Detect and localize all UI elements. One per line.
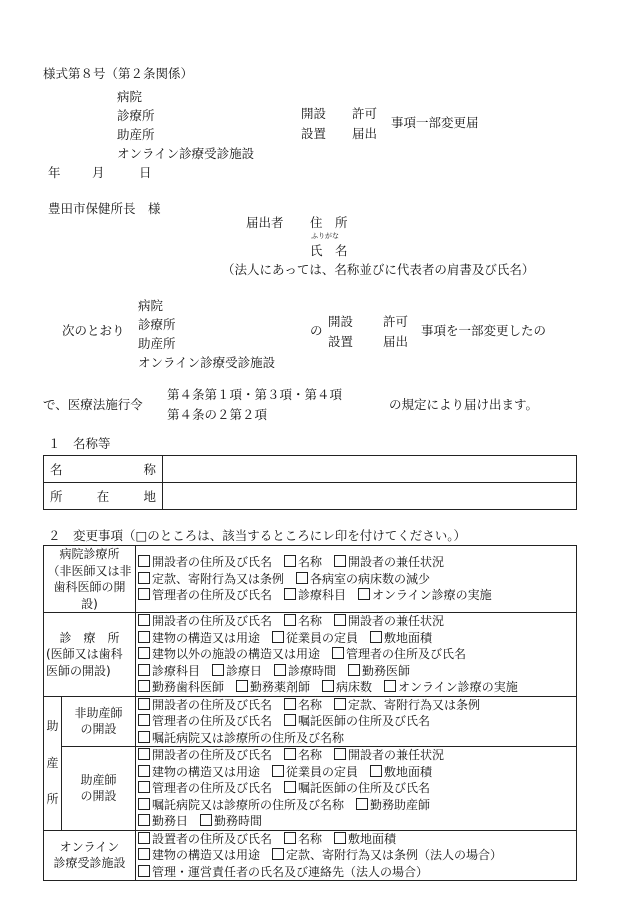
option-label: 建物の構造又は用途 [152,764,261,779]
form-number: 様式第８号（第２条関係） [43,66,194,81]
option-label: 嘱託医師の住所及び氏名 [298,714,431,728]
checkbox[interactable] [138,781,150,793]
table-row [44,830,577,881]
facility-type: オンライン診療受診施設 [138,355,276,370]
option-label: 嘱託病院又は診療所の住所及び名称 [152,797,345,812]
notifier-note: （法人にあっては、名称並びに代表者の肩書及び氏名） [222,262,535,277]
option-label: 開設者の兼任状況 [348,748,445,762]
subcategory-line: の開設 [80,722,117,737]
option-label: 名称 [298,555,323,570]
checkbox[interactable] [236,680,248,692]
checkbox[interactable] [138,588,150,600]
option-label: 設置者の住所及び氏名 [152,831,273,846]
checkbox[interactable] [138,814,150,826]
category-online-facility [44,830,136,881]
option-label: 勤務医師 [362,663,411,678]
checkbox[interactable] [334,614,346,626]
date-day: 日 [139,165,152,180]
facility-type: 病院 [117,89,143,104]
checkbox[interactable] [322,680,334,692]
section1-title: １ 名称等 [48,436,111,451]
category-char: 助 [46,719,59,734]
option-label: 開設者の住所及び氏名 [152,614,273,628]
checkbox[interactable] [332,647,344,659]
category-hospital-clinic-nonphysician [44,546,136,613]
table-row [44,613,577,697]
label-char: 称 [143,462,156,477]
option-label: 管理者の住所及び氏名 [152,714,273,728]
option-label: 名称 [298,614,323,628]
option-label: 病床数 [336,680,373,694]
checkbox[interactable] [370,631,382,643]
category-char: 産 [46,755,59,770]
option-label: 名称 [298,697,323,712]
facility-type: 診療所 [117,108,155,123]
option-label: 定款、寄附行為又は条例（法人の場合） [286,848,503,862]
checkbox[interactable] [138,765,150,777]
subcategory-midwife [62,747,136,831]
body-action-pair-1 [328,312,353,352]
table-row [44,483,577,510]
address-label: 住 所 [310,215,348,230]
option-label: 開設者の住所及び氏名 [152,555,273,570]
option-label: 定款、寄附行為又は条例 [152,571,285,586]
option-label: 建物以外の施設の構造又は用途 [152,647,321,661]
name-table [43,455,577,510]
option-label: 建物の構造又は用途 [152,848,261,862]
option-label: 診療科目 [298,588,347,603]
change-items-table [43,545,577,881]
checkbox[interactable] [138,631,150,643]
option-label: 診療時間 [288,663,337,678]
checkbox[interactable] [138,798,150,810]
option-label: オンライン診療の実施 [372,588,492,603]
body-prefix: 次のとおり [62,323,125,338]
checkbox[interactable] [284,614,296,626]
checkbox[interactable] [274,664,286,676]
category-clinic-physician [44,613,136,697]
addressee: 豊田市保健所長 様 [48,201,161,216]
checkbox[interactable] [138,865,150,877]
option-label: 名称 [298,748,323,762]
action-open: 開設 [328,314,354,329]
checkbox[interactable] [138,848,150,860]
subcategory-non-midwife [62,696,136,747]
checkbox[interactable] [284,555,296,567]
subcategory-line: 非助産師 [74,705,123,720]
category-line: 診 療 所 [59,630,120,645]
location-field[interactable] [163,483,577,510]
body-particle: の [310,323,323,338]
checkbox[interactable] [138,731,150,743]
option-list [136,613,577,697]
checkbox[interactable] [284,781,296,793]
notifier-label: 届出者 [246,215,284,230]
checkbox[interactable] [138,748,150,760]
checkbox[interactable] [284,588,296,600]
action-open: 開設 [301,106,327,121]
option-label: 管理者の住所及び氏名 [152,588,273,603]
category-line: （非医師又は非 [47,563,132,578]
table-row [44,747,577,831]
checkbox[interactable] [370,765,382,777]
option-label: 開設者の住所及び氏名 [152,748,273,762]
option-label: 勤務時間 [214,814,263,828]
body-line2-suffix: の規定により届け出ます。 [389,397,539,412]
subcategory-line: 助産師 [80,772,117,787]
date-year: 年 [48,165,61,180]
label-char: 在 [96,489,110,504]
facility-name-field[interactable] [163,456,577,483]
checkbox[interactable] [272,765,284,777]
option-list [136,830,577,881]
article-ref: 第４条の２第２項 [167,407,268,422]
option-label: 嘱託病院又は診療所の住所及び名称 [152,730,345,745]
checkbox[interactable] [356,798,368,810]
action-permit: 許可 [383,314,409,329]
checkbox[interactable] [138,664,150,676]
action-establish: 設置 [328,334,354,349]
checkbox[interactable] [334,698,346,710]
option-list [136,546,577,613]
option-list [136,696,577,747]
name-label: 氏 名 [310,243,348,258]
option-label: 管理・運営責任者の氏名及び連絡先（法人の場合） [152,864,429,879]
facility-type: 診療所 [138,317,176,332]
category-line: オンライン [59,839,120,854]
checkbox[interactable] [334,748,346,760]
category-line: 診療受診施設 [53,856,126,871]
section2-title: ２ 変更事項（□のところは、該当するところにレ印を付けてください。） [48,528,467,543]
checkbox[interactable] [138,714,150,726]
checkbox[interactable] [384,680,396,692]
label-char: 地 [143,489,156,504]
date-month: 月 [92,165,105,180]
option-label: 開設者の住所及び氏名 [152,697,273,712]
checkbox[interactable] [138,680,150,692]
label-char: 名 [50,462,63,477]
checkbox[interactable] [284,714,296,726]
facility-type-list [117,87,254,163]
option-label: 従業員の定員 [286,764,359,779]
checkbox[interactable] [212,664,224,676]
checkbox[interactable] [284,748,296,760]
option-label: 各病室の病床数の減少 [310,571,431,586]
option-label: 開設者の兼任状況 [348,555,445,570]
option-label: 勤務助産師 [370,797,431,812]
option-label: 敷地面積 [384,764,433,779]
category-line: 医師の開設) [46,663,111,678]
option-label: 名称 [298,831,323,846]
checkbox[interactable] [138,555,150,567]
table-row [44,456,577,483]
body-facility-type-list [138,296,275,372]
checkbox[interactable] [138,647,150,659]
option-label: 管理者の住所及び氏名 [152,781,273,795]
checkbox[interactable] [334,832,346,844]
checkbox[interactable] [138,614,150,626]
table-row [44,696,577,747]
checkbox[interactable] [272,848,284,860]
category-line: 歯科医師の開設) [53,580,126,611]
option-label: 従業員の定員 [286,630,359,645]
document-title: 事項一部変更届 [391,115,479,130]
checkbox[interactable] [334,555,346,567]
body-line2-prefix: で、医療法施行令 [43,397,143,412]
option-label: 嘱託医師の住所及び氏名 [298,781,431,795]
article-ref: 第４条第１項・第３項・第４項 [167,387,343,402]
checkbox[interactable] [138,572,150,584]
option-list [136,747,577,831]
facility-type: オンライン診療受診施設 [117,146,255,161]
subcategory-line: の開設 [80,789,117,804]
option-label: 診療科目 [152,663,201,678]
category-line: 病院診療所 [59,547,120,561]
checkbox[interactable] [284,698,296,710]
option-label: 建物の構造又は用途 [152,630,261,645]
furigana-label: ふりがな [311,232,339,240]
name-label-cell [44,456,163,483]
category-line: (医師又は歯科 [46,647,123,661]
checkbox[interactable] [138,832,150,844]
option-label: 診療日 [226,663,263,678]
category-midwife-home [44,696,62,830]
action-pair-2 [352,104,377,144]
action-notify: 届出 [383,334,409,349]
location-label-cell [44,483,163,510]
checkbox[interactable] [284,832,296,844]
option-label: 敷地面積 [384,630,433,645]
option-label: 敷地面積 [348,831,397,846]
checkbox[interactable] [348,664,360,676]
table-row [44,546,577,613]
action-permit: 許可 [352,106,378,121]
option-label: 開設者の兼任状況 [348,614,445,628]
action-establish: 設置 [301,126,327,141]
option-label: 勤務薬剤師 [250,680,311,694]
option-label: 勤務日 [152,814,189,828]
label-char: 所 [50,489,63,504]
option-label: オンライン診療の実施 [398,680,518,694]
option-label: 定款、寄附行為又は条例 [348,697,481,712]
category-char: 所 [46,792,59,807]
facility-type: 病院 [138,298,164,313]
facility-type: 助産所 [138,336,176,351]
article-references [167,385,342,425]
checkbox[interactable] [138,698,150,710]
checkbox[interactable] [272,631,284,643]
option-label: 勤務歯科医師 [152,680,225,694]
facility-type: 助産所 [117,127,155,142]
checkbox[interactable] [200,814,212,826]
action-notify: 届出 [352,126,378,141]
option-label: 管理者の住所及び氏名 [346,647,467,661]
body-suffix: 事項を一部変更したの [421,323,547,338]
checkbox[interactable] [358,588,370,600]
action-pair-1 [301,104,326,144]
checkbox[interactable] [296,572,308,584]
body-action-pair-2 [383,312,408,352]
